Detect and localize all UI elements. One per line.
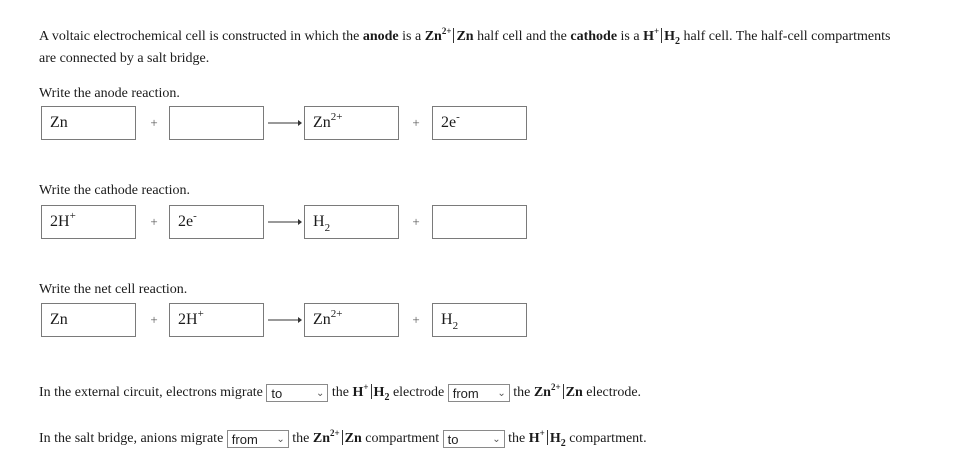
anode-reactant-1-input[interactable]: Zn (41, 106, 136, 140)
electron-direction-select-2[interactable]: from ⌄ (448, 384, 510, 402)
net-reactant-2-input[interactable]: 2H+ (169, 303, 264, 337)
phase-boundary (563, 384, 564, 399)
chevron-down-icon: ⌄ (316, 388, 325, 399)
reaction-arrow-icon (268, 118, 302, 128)
cathode-product-2-input[interactable] (432, 205, 527, 239)
problem-statement: A voltaic electrochemical cell is constructed in which the anode is a $Zn^{2+}$ Zn half cell and the cathode is a H+ $H_2$ half cell. The half-cell compartments are connected by a salt bridge. (39, 26, 891, 66)
anode-reactant-2-input[interactable] (169, 106, 264, 140)
plus-sign: + (150, 115, 158, 130)
phase-boundary (371, 384, 372, 399)
cathode-product-1-input[interactable]: $H_2$ (304, 205, 399, 239)
anode-product-2-input[interactable]: 2e- (432, 106, 527, 140)
plus-sign: + (412, 214, 420, 229)
net-product-1-input[interactable]: $Zn^{2+}$ (304, 303, 399, 337)
net-reaction-label: Write the net cell reaction. (39, 282, 188, 297)
plus-sign: + (150, 312, 158, 327)
anion-direction-select-2[interactable]: to ⌄ (443, 430, 505, 448)
cathode-reactant-1-input[interactable]: 2H+ (41, 205, 136, 239)
cathode-word: cathode (570, 29, 618, 44)
chevron-down-icon: ⌄ (492, 434, 501, 445)
anode-word: anode (362, 29, 399, 44)
cathode-reactant-2-input[interactable]: 2e- (169, 205, 264, 239)
reaction-arrow-icon (268, 315, 302, 325)
chevron-down-icon: ⌄ (276, 434, 285, 445)
salt-bridge-sentence: In the salt bridge, anions migrate from ⌄ the $Zn^{2+}$ Zn compartment to ⌄ the H+ $H_2$ compartment. (39, 428, 647, 450)
anode-reaction-label: Write the anode reaction. (39, 86, 180, 101)
chevron-down-icon: ⌄ (497, 388, 506, 399)
phase-boundary (342, 430, 343, 445)
reaction-arrow-icon (268, 217, 302, 227)
electron-direction-select-1[interactable]: to ⌄ (266, 384, 328, 402)
net-reactant-1-input[interactable]: Zn (41, 303, 136, 337)
anion-direction-select-1[interactable]: from ⌄ (227, 430, 289, 448)
phase-boundary (453, 28, 454, 43)
plus-sign: + (412, 115, 420, 130)
plus-sign: + (412, 312, 420, 327)
anode-product-1-input[interactable]: $Zn^{2+}$ (304, 106, 399, 140)
plus-sign: + (150, 214, 158, 229)
net-product-2-input[interactable]: $H_2$ (432, 303, 527, 337)
cathode-reaction-label: Write the cathode reaction. (39, 183, 191, 198)
phase-boundary (661, 28, 662, 43)
external-circuit-sentence: In the external circuit, electrons migrate to ⌄ the H+ $H_2$ electrode from ⌄ the $Zn^{2+}$ Zn electrode. (39, 382, 642, 404)
phase-boundary (547, 430, 548, 445)
